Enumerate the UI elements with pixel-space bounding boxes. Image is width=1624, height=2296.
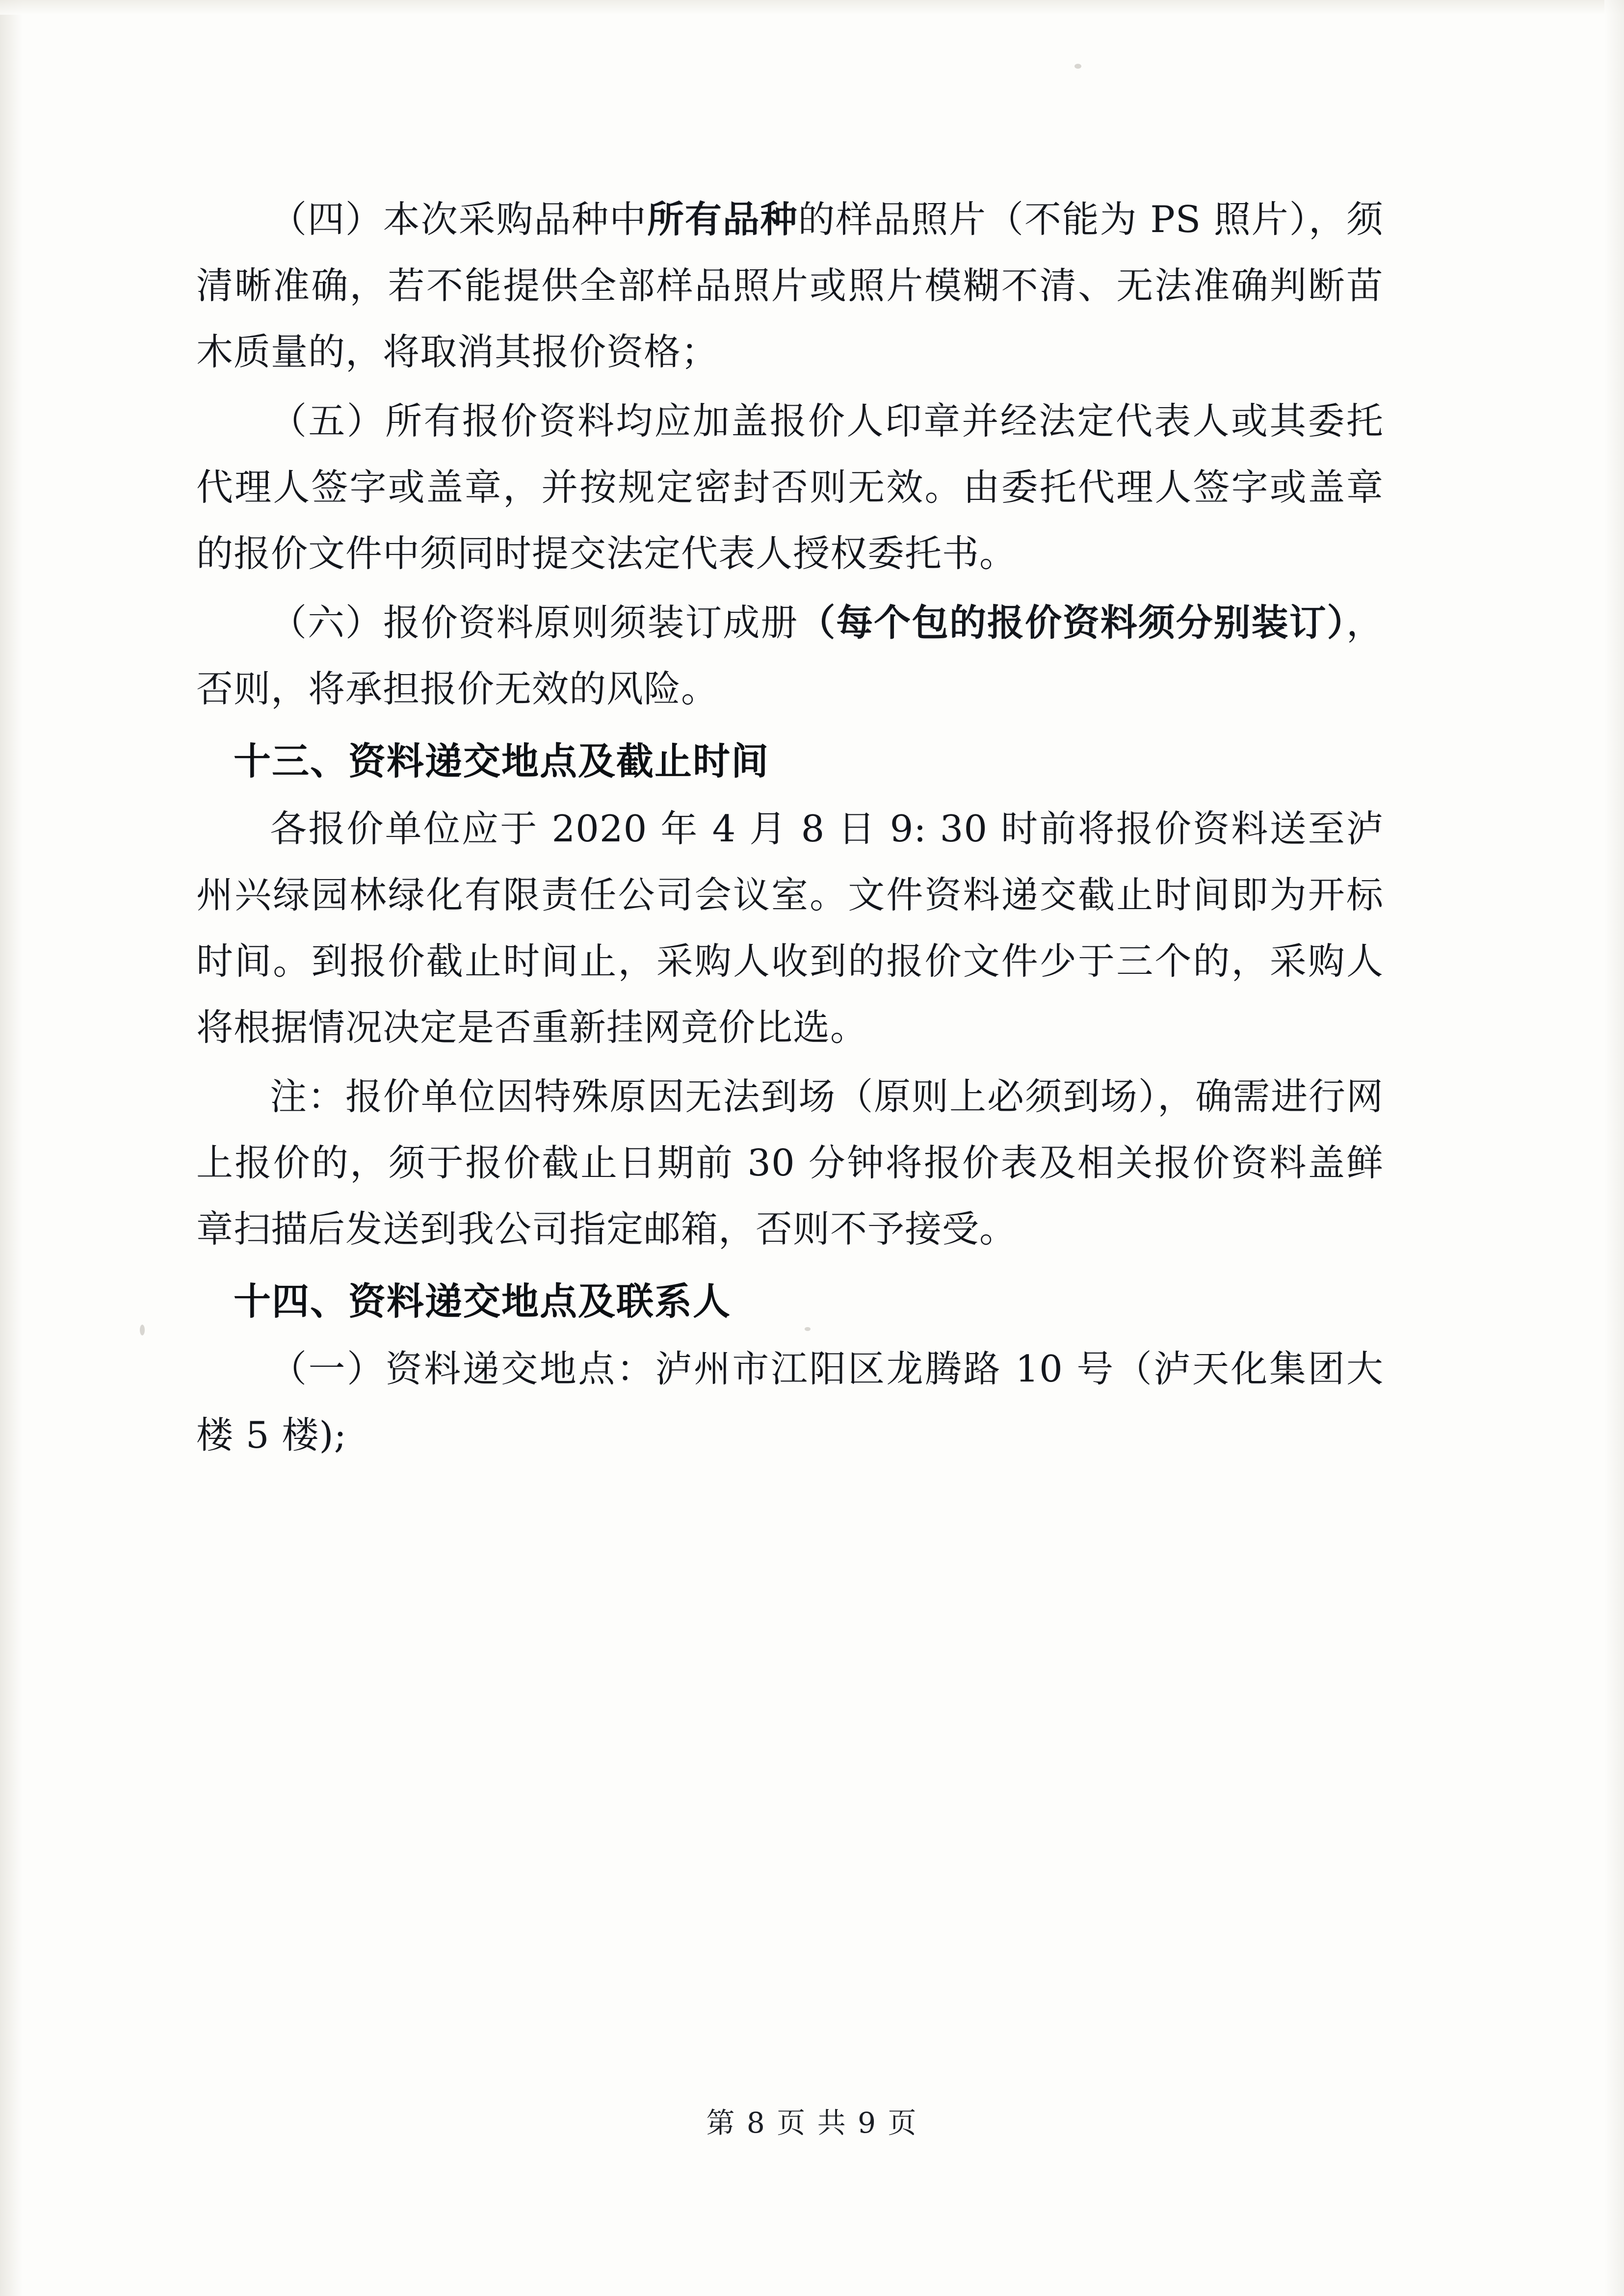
scan-edge-left: [0, 0, 23, 2296]
paragraph-item-four: [196, 186, 1384, 385]
page-footer: 第 8 页 共 9 页: [706, 2106, 918, 2139]
paragraph-bold-emphasis: （每个包的报价资料须分别装订）: [798, 601, 1346, 644]
scan-edge-right: [1604, 0, 1624, 2296]
paragraph-item-six: [196, 590, 1384, 722]
paragraph-lead: （六）报价资料原则须装订成册: [270, 601, 799, 644]
section-13-body: 各报价单位应于 2020 年 4 月 8 日 9: 30 时前将报价资料送至泸州兴绿园林绿化有限责任公司会议室。文件资料递交截止时间即为开标时间。到报价截止时间止，采购人收到的报价文件少于三个的，采购人将根据情况决定是否重新挂网竞价比选。: [196, 807, 1384, 1049]
paragraph-item-five: [196, 388, 1384, 587]
scan-speck: [1074, 64, 1081, 69]
paragraph-rest: ，否则，将承担报价无效的风险。: [196, 601, 1384, 710]
paragraph-rest: 的样品照片（不能为 PS 照片），须清晰准确，若不能提供全部样品照片或照片模糊不清、无法准确判断苗木质量的，将取消其报价资格；: [196, 198, 1384, 373]
document-body: [196, 186, 1384, 1471]
scan-speck: [140, 1325, 145, 1335]
paragraph-bold-emphasis: 所有品种: [647, 198, 798, 241]
section-heading-13: 十三、资料递交地点及截止时间: [234, 739, 769, 783]
section-13-note: 注：报价单位因特殊原因无法到场（原则上必须到场），确需进行网上报价的，须于报价截止日期前 30 分钟将报价表及相关报价资料盖鲜章扫描后发送到我公司指定邮箱，否则不予接受。: [196, 1075, 1384, 1251]
paragraph-lead: （四）本次采购品种中: [270, 198, 647, 241]
paragraph-lead: （五）所有报价资料均应加盖报价人印章并经法定代表人或其委托代理人签字或盖章，并按规定密封否则无效。由委托代理人签字或盖章的报价文件中须同时提交法定代表人授权委托书。: [196, 399, 1384, 575]
scan-edge-top: [0, 0, 1624, 15]
section-heading-14: 十四、资料递交地点及联系人: [234, 1279, 731, 1323]
section-14-item-one: （一）资料递交地点：泸州市江阳区龙腾路 10 号（泸天化集团大楼 5 楼);: [196, 1347, 1384, 1457]
